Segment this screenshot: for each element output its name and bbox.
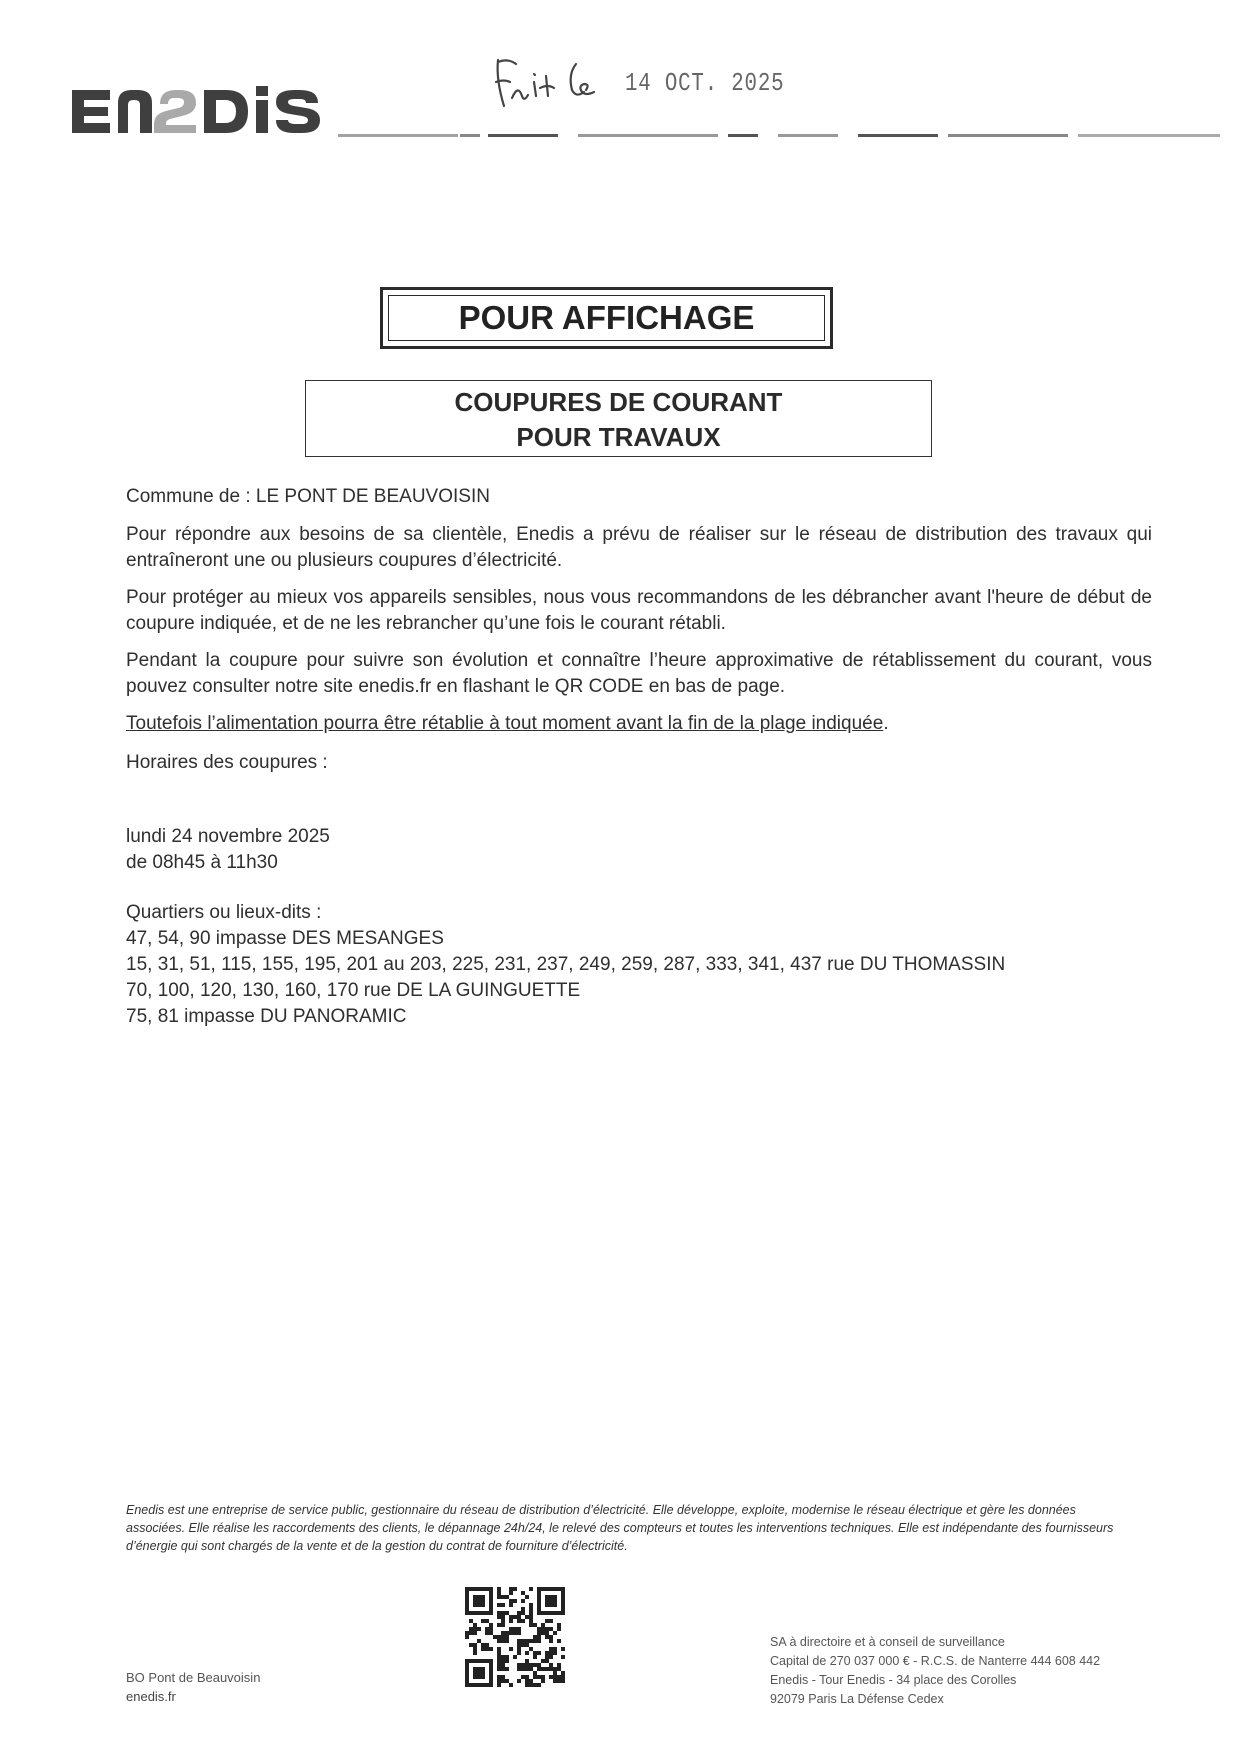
warning-underlined-text: Toutefois l’alimentation pourra être rétablie à tout moment avant la fin de la plage indiquée bbox=[126, 713, 884, 734]
footer-legal-line: Capital de 270 037 000 € - R.C.S. de Nanterre 444 608 442 bbox=[770, 1654, 1101, 1668]
enedis-logo bbox=[68, 80, 338, 142]
schedule-label: Horaires des coupures : bbox=[126, 752, 328, 773]
title-box bbox=[380, 287, 833, 349]
footer-legal-line: Enedis - Tour Enedis - 34 place des Corolles bbox=[770, 1673, 1017, 1687]
commune-line: Commune de : LE PONT DE BEAUVOISIN bbox=[126, 486, 490, 507]
footer-legal bbox=[770, 1633, 1100, 1709]
address-line: 70, 100, 120, 130, 160, 170 rue DE LA GUINGUETTE bbox=[126, 980, 581, 1001]
received-date-stamp: 14 OCT. 2025 bbox=[625, 68, 785, 98]
paragraph-recommendation: Pour protéger au mieux vos appareils sensibles, nous vous recommandons de les débrancher avant l'heure de début de coupure indiquée, et de ne les rebrancher qu’une fois le courant rétabli. bbox=[126, 587, 1152, 634]
page-title: POUR AFFICHAGE bbox=[388, 295, 825, 341]
qr-code-icon[interactable] bbox=[465, 1587, 565, 1687]
subtitle-line-2: POUR TRAVAUX bbox=[516, 422, 721, 452]
subtitle-box bbox=[305, 380, 932, 457]
footer-legal-line: 92079 Paris La Défense Cedex bbox=[770, 1692, 944, 1706]
footer-legal-line: SA à directoire et à conseil de surveillance bbox=[770, 1635, 1005, 1649]
paragraph-follow-up: Pendant la coupure pour suivre son évolution et connaître l’heure approximative de rétablissement du courant, vous pouvez consulter notre site enedis.fr en flashant le QR CODE en bas de page. bbox=[126, 650, 1152, 697]
address-line: 15, 31, 51, 115, 155, 195, 201 au 203, 225, 231, 237, 249, 259, 287, 333, 341, 437 rue DU THOMASSIN bbox=[126, 954, 1006, 975]
subtitle-line-1: COUPURES DE COURANT bbox=[454, 387, 783, 417]
warning-period: . bbox=[883, 713, 889, 734]
outage-date: lundi 24 novembre 2025 bbox=[126, 826, 330, 847]
address-line: 47, 54, 90 impasse DES MESANGES bbox=[126, 928, 444, 949]
footer-office: BO Pont de Beauvoisin bbox=[126, 1670, 261, 1685]
footer-left bbox=[126, 1668, 260, 1706]
address-line: 75, 81 impasse DU PANORAMIC bbox=[126, 1006, 407, 1027]
header-rule bbox=[338, 134, 1220, 137]
outage-time: de 08h45 à 11h30 bbox=[126, 852, 278, 873]
footer-disclaimer: Enedis est une entreprise de service public, gestionnaire du réseau de distribution d’électricité. Elle développe, exploite, modernise le réseau électrique et gère les données associées. Elle réalise les raccordements des clients, le dépannage 24h/24, le relevé des compteurs et toutes les interventions techniques. Elle est indépendante des fournisseurs d’énergie qui sont chargés de la vente et de la gestion du contrat de fourniture d’électricité. bbox=[126, 1503, 1114, 1553]
paragraph-warning bbox=[126, 711, 1152, 737]
districts-label: Quartiers ou lieux-dits : bbox=[126, 902, 322, 923]
enedis-logo-icon bbox=[68, 80, 338, 142]
footer-website-link[interactable]: enedis.fr bbox=[126, 1689, 176, 1704]
paragraph-intro: Pour répondre aux besoins de sa clientèle, Enedis a prévu de réaliser sur le réseau de distribution des travaux qui entraîneront une ou plusieurs coupures d’électricité. bbox=[126, 524, 1152, 571]
